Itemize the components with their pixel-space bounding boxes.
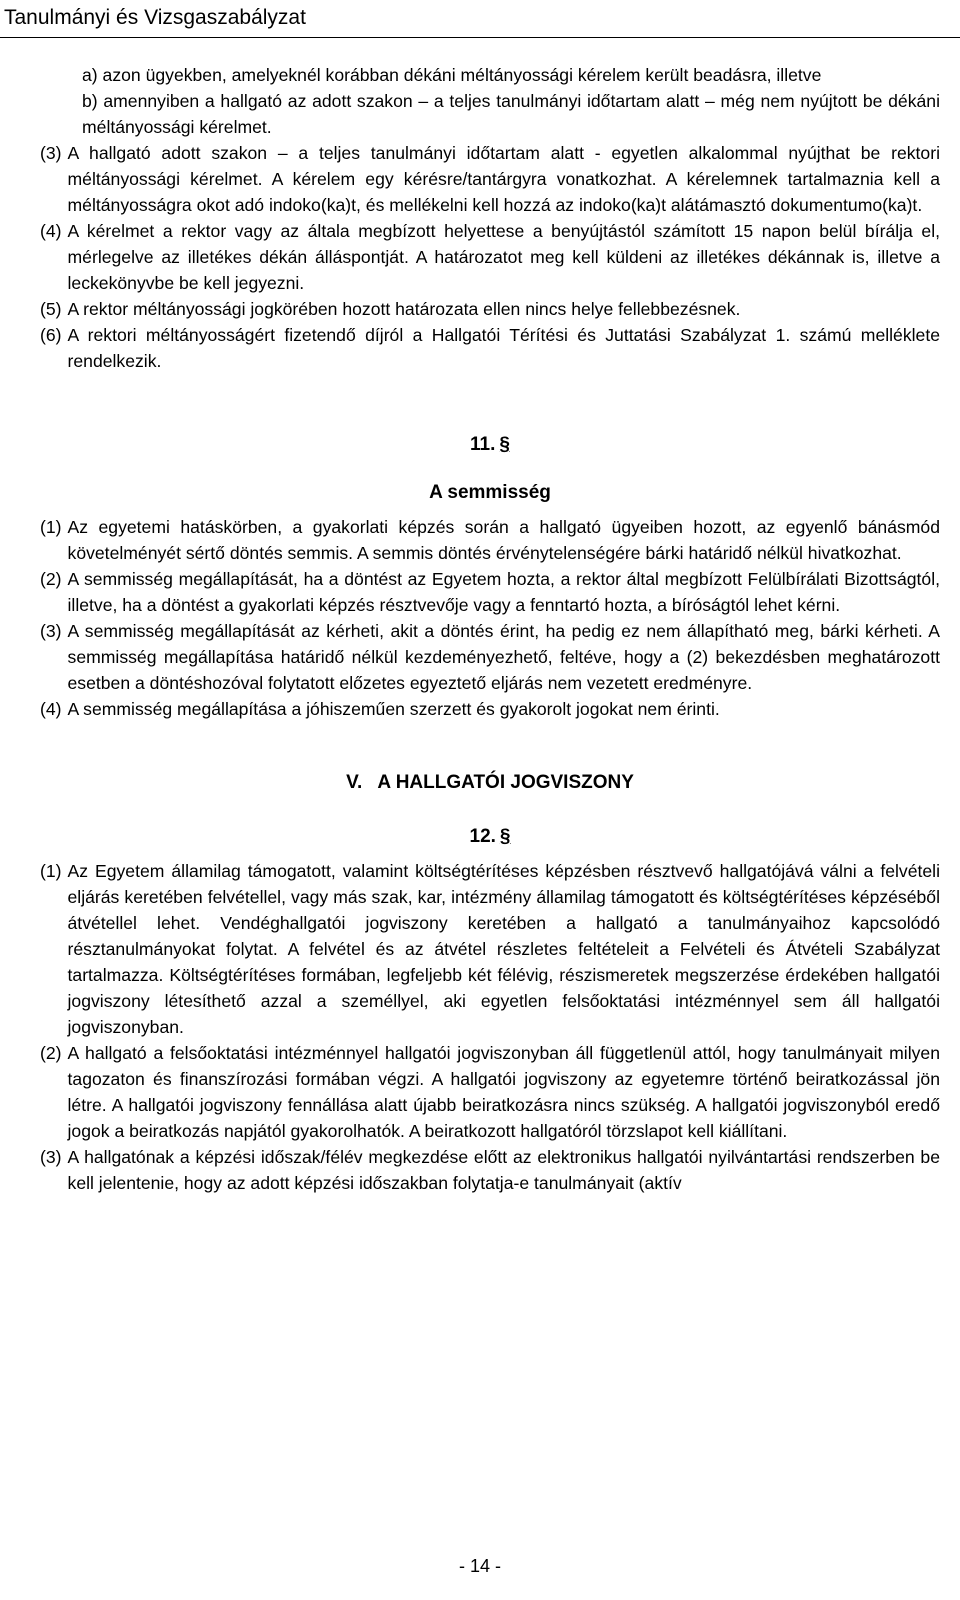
paragraph-text: A kérelmet a rektor vagy az általa megbízott helyettese a benyújtástól számított 15 napon belül bírálja el, mérlegelve az illetékes dékán álláspontját. A határozatot meg kell küldeni az illetékes dékánnak is, illetve a leckekönyvbe be kell jegyezni. bbox=[67, 221, 940, 293]
paragraph-text: A rektor méltányossági jogkörében hozott határozata ellen nincs helye fellebbezésnek. bbox=[67, 299, 741, 319]
section-12-paragraph-3 bbox=[40, 1144, 940, 1196]
section-sign: § bbox=[499, 826, 511, 847]
paragraph-number: (4) bbox=[40, 699, 62, 719]
paragraph-number: (5) bbox=[40, 299, 62, 319]
page-number: - 14 - bbox=[458, 1556, 501, 1576]
paragraph-number: (3) bbox=[40, 143, 62, 163]
section-11-paragraph-2 bbox=[40, 566, 940, 618]
chapter-heading: V. A HALLGATÓI JOGVISZONY bbox=[346, 772, 634, 793]
paragraph-number: (1) bbox=[40, 861, 62, 881]
paragraph-number: (3) bbox=[40, 621, 62, 641]
paragraph-text: Az Egyetem államilag támogatott, valamint költségtérítéses képzésben résztvevő hallgatójává válni a felvételi eljárás keretében felvétellel, vagy más szak, kar, intézmény államilag támogatott és költségtérítéses képzéséből átvétellel lehet. Vendéghallgatói jogviszony keretében a hallgató a tanulmányaihoz kapcsolódó résztanulmányokat folytat. A felvétel és az átvétel részletes feltételeit a Felvételi és Átvételi Szabályzat tartalmazza. Költségtérítéses formában, legfeljebb két félévig, részismeretek megszerzése érdekében hallgatói jogviszony létesíthető azzal a személlyel, aki egyetlen felsőoktatási intézménnyel sem áll hallgatói jogviszonyban. bbox=[67, 861, 940, 1037]
paragraph-text: Az egyetemi hatáskörben, a gyakorlati képzés során a hallgató ügyeiben hozott, az egyenlő bánásmód követelményét sértő döntés semmis. A semmis döntés érvénytelenségére bárki határidő nélkül hivatkozhat. bbox=[67, 517, 940, 563]
page-header bbox=[0, 0, 960, 38]
paragraph-text: A semmisség megállapítását az kérheti, akit a döntés érint, ha pedig ez nem állapítható meg, bárki kérheti. A semmisség megállapítása határidő nélkül kezdeményezhető, feltéve, hogy a (2) bekezdésben meghatározott esetben a döntéshozóval folytatott előzetes egyeztető eljárás nem vezetett eredményre. bbox=[67, 621, 940, 693]
paragraph-number: (3) bbox=[40, 1147, 62, 1167]
section-11-paragraph-3 bbox=[40, 618, 940, 696]
paragraph-4 bbox=[40, 218, 940, 296]
list-item-b: b) amennyiben a hallgató az adott szakon – a teljes tanulmányi időtartam alatt – még nem nyújtott be dékáni méltányossági kérelmet. bbox=[82, 91, 940, 137]
paragraph-5 bbox=[40, 296, 940, 322]
paragraph-number: (1) bbox=[40, 517, 62, 537]
paragraph-text: A hallgatónak a képzési időszak/félév megkezdése előtt az elektronikus hallgatói nyilvántartási rendszerben be kell jelentenie, hogy az adott képzési időszakban folytatja-e tanulmányait (aktív bbox=[67, 1147, 940, 1193]
paragraph-text: A semmisség megállapítása a jóhiszeműen szerzett és gyakorolt jogokat nem érinti. bbox=[67, 699, 720, 719]
paragraph-text: A semmisség megállapítását, ha a döntést az Egyetem hozta, a rektor által megbízott Felülbírálati Bizottságtól, illetve, ha a döntést a gyakorlati képzés résztvevője vagy a fenntartó hozta, a bíróságtól lehet kérni. bbox=[67, 569, 940, 615]
section-sign: § bbox=[499, 434, 510, 455]
paragraph-number: (2) bbox=[40, 569, 62, 589]
section-11-paragraph-1 bbox=[40, 514, 940, 566]
paragraph-6 bbox=[40, 322, 940, 374]
section-12-heading bbox=[40, 824, 940, 858]
document-body bbox=[40, 62, 940, 1196]
paragraph-text: A hallgató a felsőoktatási intézménnyel hallgatói jogviszonyban áll függetlenül attól, hogy tanulmányait milyen tagozaton és finanszírozási formában végzi. A hallgatói jogviszony az egyetemre történő beiratkozással jön létre. A hallgatói jogviszony fennállása alatt újabb beiratkozásra nincs szükség. A hallgatói jogviszonyból eredő jogok a beiratkozás napjától gyakorolhatók. A beiratkozott hallgatóról törzslapot kell kiállítani. bbox=[67, 1043, 940, 1141]
paragraph-3 bbox=[40, 140, 940, 218]
paragraph-number: (4) bbox=[40, 221, 62, 241]
paragraph-number: (2) bbox=[40, 1043, 62, 1063]
document-title: Tanulmányi és Vizsgaszabályzat bbox=[4, 6, 306, 29]
header-divider bbox=[0, 37, 960, 38]
section-number: 12. bbox=[469, 826, 496, 847]
section-number: 11. bbox=[470, 434, 496, 455]
paragraph-text: A hallgató adott szakon – a teljes tanulmányi időtartam alatt - egyetlen alkalommal nyújthat be rektori méltányossági kérelmet. A kérelem egy kérésre/tantárgyra vonatkozhat. A kérelemnek tartalmaznia kell a méltányosságra okot adó indoko(ka)t, és mellékelni kell hozzá az indoko(ka)t alátámasztó dokumentumo(ka)t. bbox=[67, 143, 940, 215]
section-12-paragraph-2 bbox=[40, 1040, 940, 1144]
paragraph-text: A rektori méltányosságért fizetendő díjról a Hallgatói Térítési és Juttatási Szabályzat 1. számú melléklete rendelkezik. bbox=[67, 325, 940, 371]
list-item-a: a) azon ügyekben, amelyeknél korábban dékáni méltányossági kérelem került beadásra, illetve bbox=[82, 65, 822, 85]
section-11-paragraph-4 bbox=[40, 696, 940, 722]
section-12-paragraph-1 bbox=[40, 858, 940, 1040]
paragraph-number: (6) bbox=[40, 325, 62, 345]
section-11-heading bbox=[40, 432, 940, 468]
section-11-title: A semmisség bbox=[429, 482, 551, 503]
